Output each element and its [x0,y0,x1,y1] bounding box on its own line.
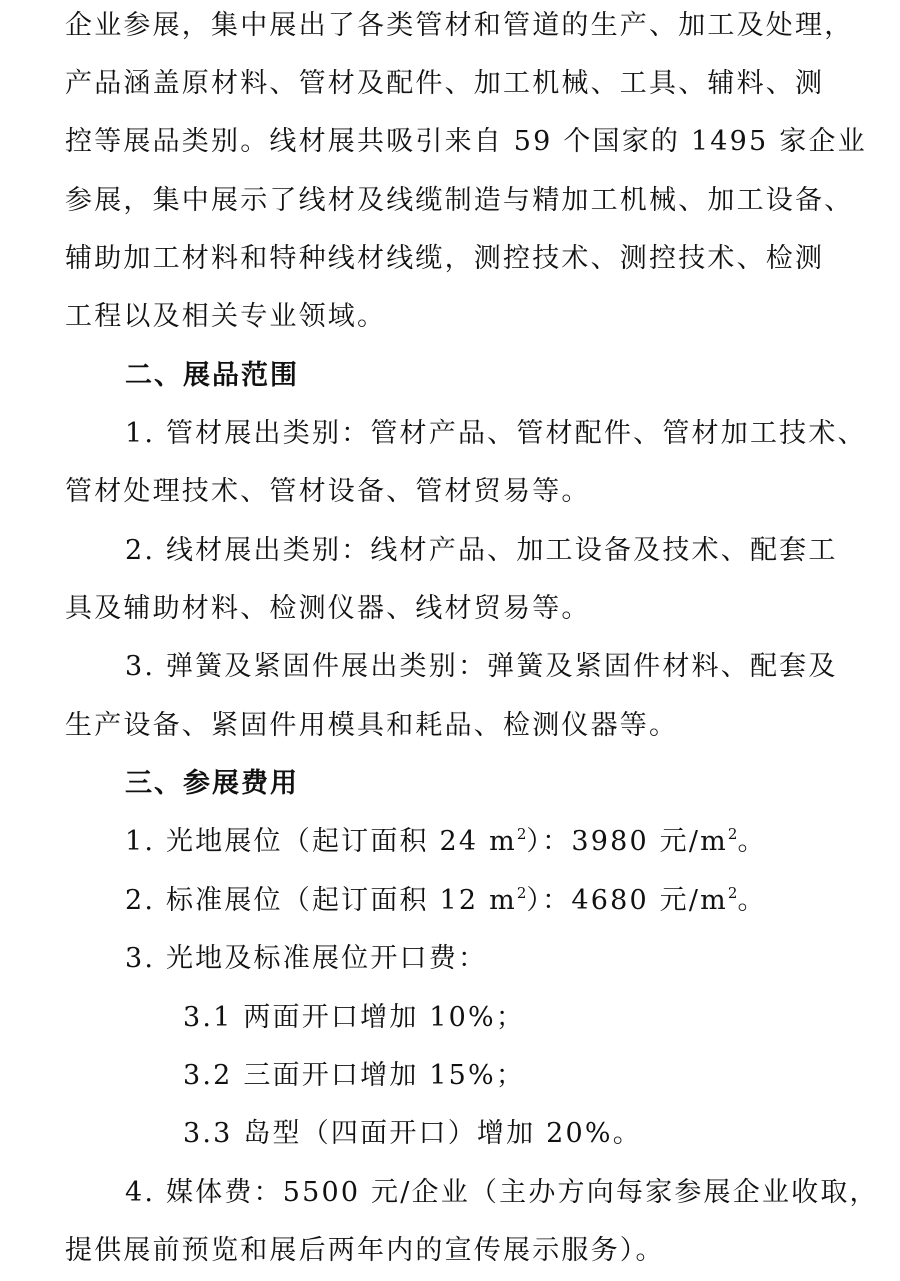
scope-item-3-line-1: 3. 弹簧及紧固件展出类别：弹簧及紧固件材料、配套及 [125,651,838,682]
intro-line-2: 产品涵盖原材料、管材及配件、加工机械、工具、辅料、测 [65,68,825,99]
fee-media-line-1: 4. 媒体费：5500 元/企业（主办方向每家参展企业收取， [125,1177,879,1208]
intro-line-3: 控等展品类别。线材展共吸引来自 59 个国家的 1495 家企业 [65,126,867,157]
fee-media-line-2: 提供展前预览和展后两年内的宣传展示服务）。 [65,1235,665,1266]
intro-line-1: 企业参展，集中展出了各类管材和管道的生产、加工及处理， [65,10,854,41]
intro-line-6: 工程以及相关专业领域。 [65,301,387,332]
fee-raw-space [125,824,767,860]
fee-standard-booth-text: 2. 标准展位（起订面积 12 m [125,885,517,916]
period: 。 [737,885,767,916]
superscript: 2 [516,884,527,902]
fee-raw-space-text: 1. 光地展位（起订面积 24 m [125,826,517,857]
section-heading-fees: 三、参展费用 [125,768,299,799]
fee-opening-charge: 3. 光地及标准展位开口费： [125,943,488,974]
scope-item-2-line-2: 具及辅助材料、检测仪器、线材贸易等。 [65,593,591,624]
section-heading-exhibit-scope: 二、展品范围 [125,360,299,391]
fee-opening-three-sides: 3.2 三面开口增加 15%； [183,1060,526,1091]
fee-raw-space-price: ）：3980 元/m [526,826,728,857]
intro-line-4: 参展，集中展示了线材及线缆制造与精加工机械、加工设备、 [65,185,854,216]
fee-standard-booth [125,883,767,919]
intro-line-5: 辅助加工材料和特种线材线缆，测控技术、测控技术、检测 [65,243,825,274]
superscript: 2 [727,825,738,843]
scope-item-2-line-1: 2. 线材展出类别：线材产品、加工设备及技术、配套工 [125,535,838,566]
superscript: 2 [727,884,738,902]
superscript: 2 [516,825,527,843]
scope-item-1-line-1: 1. 管材展出类别：管材产品、管材配件、管材加工技术、 [125,418,867,449]
fee-opening-island: 3.3 岛型（四面开口）增加 20%。 [183,1118,642,1149]
scope-item-1-line-2: 管材处理技术、管材设备、管材贸易等。 [65,476,591,507]
period: 。 [737,826,767,857]
fee-standard-booth-price: ）：4680 元/m [526,885,728,916]
fee-opening-two-sides: 3.1 两面开口增加 10%； [183,1002,526,1033]
scope-item-3-line-2: 生产设备、紧固件用模具和耗品、检测仪器等。 [65,710,679,741]
